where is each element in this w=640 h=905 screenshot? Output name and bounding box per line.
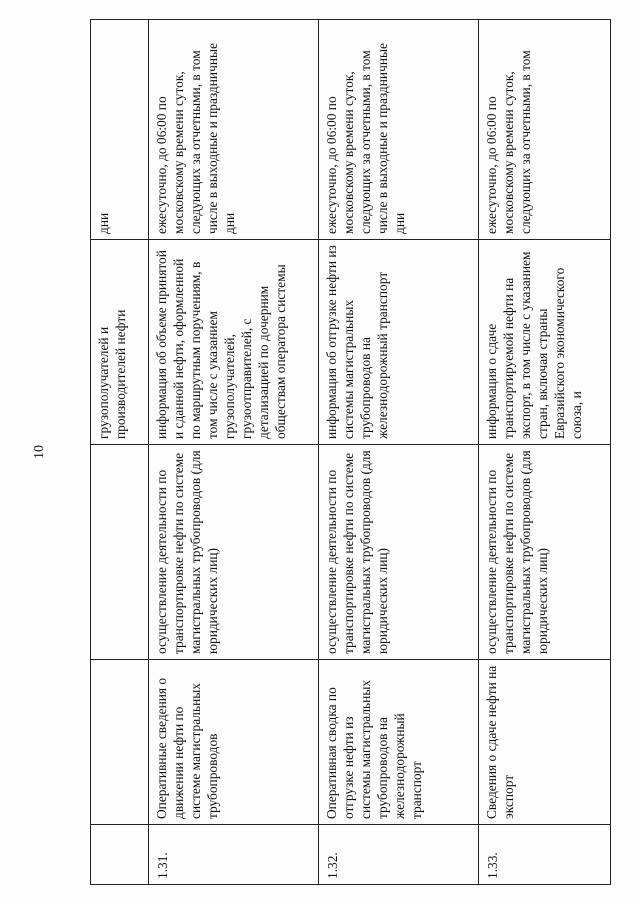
cell-name: Оперативная сводка по отгрузке нефти из системы магистральных трубопроводов на железнодорожный транспорт [319, 660, 479, 825]
table-row [479, 20, 611, 885]
cell-info: информация об отгрузке нефти из системы магистральных трубопроводов на железнодорожный транспорт [319, 240, 479, 445]
page-number: 10 [32, 445, 47, 459]
cell-info: информация об объеме принятой и сданной нефти, оформленной по маршрутным поручениям, в том числе с указанием грузополучателей, грузоотправителей, с детализацией по дочерним обществам оператора системы [149, 240, 319, 445]
cell-deadline: дни [91, 20, 149, 240]
cell-num: 1.33. [479, 825, 611, 885]
table-row [149, 20, 319, 885]
cell-basis [91, 445, 149, 660]
cell-name: Оперативные сведения о движении нефти по системе магистральных трубопроводов [149, 660, 319, 825]
cell-num: 1.31. [149, 825, 319, 885]
table-row [319, 20, 479, 885]
cell-deadline: ежесуточно, до 06:00 по московскому времени суток, следующих за отчетными, в том числе в выходные и праздничные дни [319, 20, 479, 240]
document-sheet [90, 20, 610, 885]
table-row-continuation [91, 20, 149, 885]
cell-num [91, 825, 149, 885]
cell-num: 1.32. [319, 825, 479, 885]
cell-deadline: ежесуточно, до 06:00 по московскому времени суток, следующих за отчетными, в том числе в выходные и праздничные дни [149, 20, 319, 240]
cell-name [91, 660, 149, 825]
cell-deadline: ежесуточно, до 06:00 по московскому времени суток, следующих за отчетными, в том [479, 20, 611, 240]
data-table [90, 19, 611, 885]
cell-basis: осуществление деятельности по транспортировке нефти по системе магистральных трубопроводов (для юридических лиц) [319, 445, 479, 660]
cell-basis: осуществление деятельности по транспортировке нефти по системе магистральных трубопроводов (для юридических лиц) [479, 445, 611, 660]
cell-info: грузополучателей и производителей нефти [91, 240, 149, 445]
cell-info: информация о сдаче транспортируемой нефти на экспорт, в том числе с указанием стран, включая страны Евразийского экономического союза, и [479, 240, 611, 445]
cell-basis: осуществление деятельности по транспортировке нефти по системе магистральных трубопроводов (для юридических лиц) [149, 445, 319, 660]
cell-name: Сведения о сдаче нефти на экспорт [479, 660, 611, 825]
